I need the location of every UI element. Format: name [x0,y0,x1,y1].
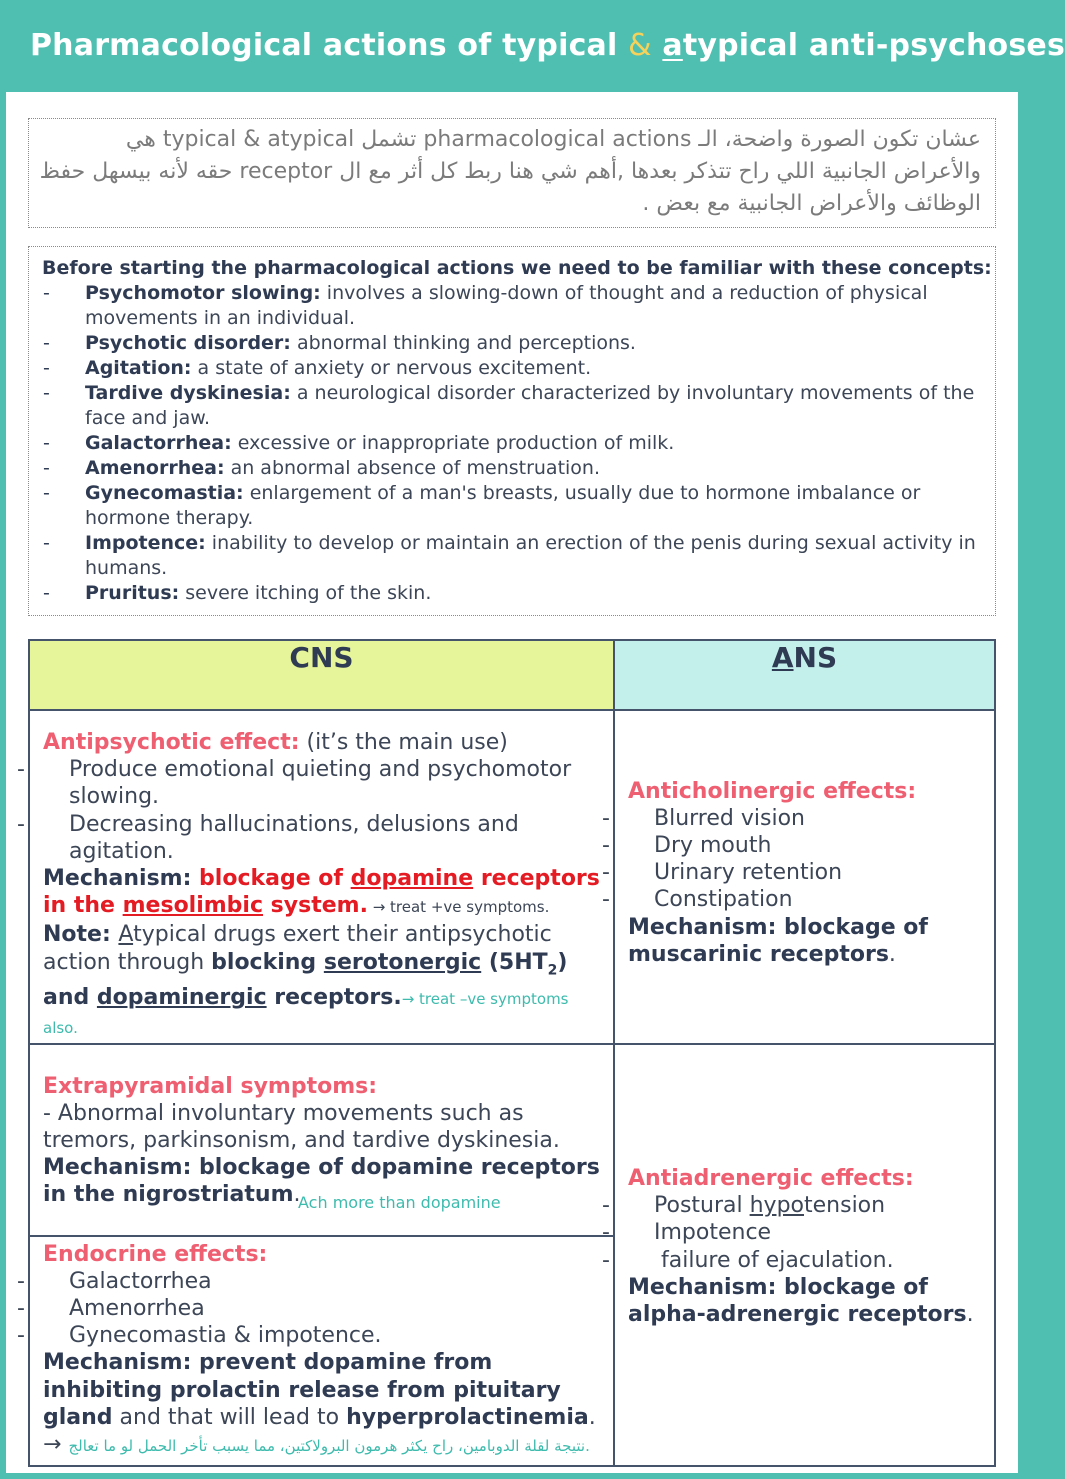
concept-dash: - [43,432,50,454]
concept-definition: abnormal thinking and perceptions. [290,332,636,354]
arabic-note-line-3: الوظائف والأعراض الجانبية مع بعض . [642,191,981,216]
concept-definition: a state of anxiety or nervous excitement. [191,357,592,379]
concept-definition: excessive or inappropriate production of milk. [231,432,675,454]
concept-definition: involves a slowing-down of thought and a reduction of physical movements in an individual. [85,282,928,329]
anticholinergic-cell [602,710,995,1044]
ans-header: ANS [614,640,995,710]
concept-term: Pruritus: [85,582,180,604]
concept-item [85,456,985,481]
antiadrenergic-cell [602,1044,995,1466]
concepts-box [28,246,996,616]
endocrine-title: Endocrine effects: [43,1241,268,1267]
endocrine-cell [17,1236,614,1466]
concept-term: Gynecomastia: [85,482,244,504]
extrapyramidal-title: Extrapyramidal symptoms: [43,1073,378,1099]
concept-definition: a neurological disorder characterized by involuntary movements of the face and jaw. [85,382,975,429]
list-item: - Gynecomastia & impotence. [17,1323,382,1349]
concept-definition: enlargement of a man's breasts, usually due to hormone imbalance or hormone therapy. [85,482,921,529]
list-item: - Decreasing hallucinations, delusions and agitation. [17,811,519,864]
concept-item [85,531,985,581]
list-item: - Postural hypotension [602,1193,886,1219]
concepts-title: Before starting the pharmacological actions we need to be familiar with these concepts: [42,257,992,279]
antipsychotic-cell [17,710,614,1044]
concept-term: Agitation: [85,357,192,379]
list-item: - Dry mouth [602,833,772,858]
antipsychotic-mechanism: Mechanism: blockage of dopamine receptors in the mesolimbic system. → treat +ve symptoms. [43,866,600,919]
list-item: - Constipation [602,887,793,913]
list-item: - failure of ejaculation. [602,1247,894,1273]
list-item: - Produce emotional quieting and psychomotor slowing. [17,757,572,810]
concept-dash: - [43,282,50,304]
antipsychotic-title: Antipsychotic effect: (it’s the main use) [43,730,508,755]
arabic-note-line-1: عشان تكون الصورة واضحة، الـ pharmacological actions تشمل typical & atypical هي [125,127,981,152]
concept-definition: an abnormal absence of menstruation. [224,457,601,479]
concept-term: Amenorrhea: [85,457,225,479]
extrapyramidal-cell [29,1044,614,1236]
list-item: - Amenorrhea [17,1296,205,1322]
extrapyramidal-teal-note: Ach more than dopamine [298,1192,501,1212]
cns-header: CNS [29,640,614,710]
extrapyramidal-mechanism: Mechanism: blockage of dopamine receptors in the nigrostriatum. [43,1155,600,1208]
list-item: - Galactorrhea [17,1268,212,1294]
extrapyramidal-description: - Abnormal involuntary movements such as tremors, parkinsonism, and tardive dyskinesia. [43,1100,560,1154]
list-item: - Blurred vision [602,805,805,831]
concept-term: Galactorrhea: [85,432,232,454]
effects-table [17,639,996,1467]
concept-item [85,331,985,356]
concept-dash: - [43,332,50,354]
anticholinergic-mechanism: Mechanism: blockage of muscarinic receptors. [628,914,928,967]
list-item: - Urinary retention [602,860,843,886]
concept-dash: - [43,532,50,554]
list-item: - Impotence [602,1220,772,1246]
arabic-note-box [28,118,996,228]
endocrine-mechanism: Mechanism: prevent dopamine from inhibiting prolactin release from pituitary gland and that will lead to hyperprolactinemia. → نتيجة لقلة الدوبامين، راح يكثر هرمون البرولاكتين، مما يسبب تأخر الحمل لو ما تعالج. [43,1350,596,1458]
concept-item [85,381,985,431]
concept-definition: inability to develop or maintain an erection of the penis during sexual activity in humans. [85,532,976,579]
antipsychotic-note: Note: Atypical drugs exert their antipsychotic action through blocking serotonergic $(5HT_2)$ and dopaminergic receptors.→ treat –ve symptoms also. [43,922,569,1038]
concept-item [85,356,985,381]
concept-item [85,431,985,456]
concept-item [85,481,985,531]
header-banner [0,0,1065,92]
concept-dash: - [43,482,50,504]
anticholinergic-list [602,805,982,914]
antiadrenergic-mechanism: Mechanism: blockage of alpha-adrenergic receptors. [628,1274,974,1328]
concept-item [85,581,985,606]
concept-term: Psychomotor slowing: [85,282,321,304]
concept-dash: - [43,357,50,379]
concept-dash: - [43,457,50,479]
concept-term: Psychotic disorder: [85,332,291,354]
concept-definition: severe itching of the skin. [179,582,432,604]
concept-dash: - [43,382,50,404]
concept-term: Tardive dyskinesia: [85,382,291,404]
endocrine-list [17,1268,601,1350]
antiadrenergic-title: Antiadrenergic effects: [628,1166,914,1192]
page-title: Pharmacological actions of typical & atypical anti-psychoses [30,28,1065,63]
anticholinergic-title: Anticholinergic effects: [628,778,917,804]
concept-item [85,281,985,331]
concept-dash: - [43,582,50,604]
concept-term: Impotence: [85,532,206,554]
arabic-note-line-2: والأعراض الجانبية اللي راح تتذكر بعدها ,أهم شي هنا ربط كل أثر مع ال receptor حقه لأنه بيسهل حفظ [39,159,981,184]
